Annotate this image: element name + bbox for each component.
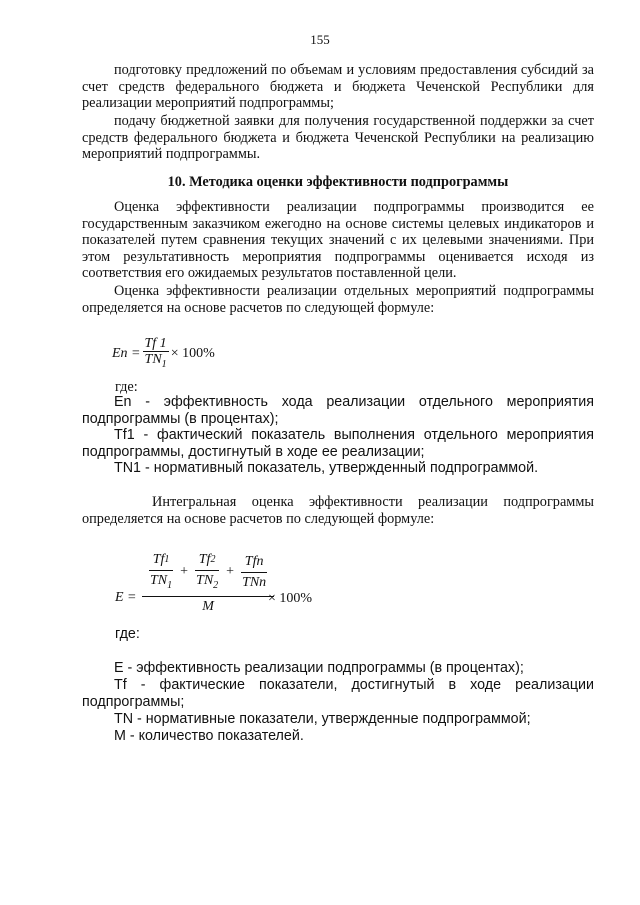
formula-individual [112, 336, 215, 372]
definition-e: E - эффективность реализации подпрограммы (в процентах); [114, 660, 524, 676]
formula1-lhs: En = [112, 345, 141, 361]
page-number: 155 [310, 32, 330, 47]
formula2-sum [142, 552, 274, 597]
definition-m: M - количество показателей. [114, 728, 304, 744]
formula-integral [112, 552, 342, 622]
where-label-2: где: [115, 626, 140, 642]
formula1-fraction [143, 336, 169, 372]
paragraph-budget-request: подачу бюджетной заявки для получения государственной поддержки за счет средств федерального бюджета и бюджета Чеченской Республики на реализацию мероприятий подпрограммы. [82, 113, 594, 163]
paragraph-individual-formula-intro: Оценка эффективности реализации отдельных мероприятий подпрограммы определяется на основе расчетов по следующей формуле: [82, 283, 594, 316]
formula2-term2: Tf 2 $TN_2$ [196, 552, 219, 591]
paragraph-subsidies: подготовку предложений по объемам и условиям предоставления субсидий за счет средств федерального бюджета и бюджета Чеченской Республики для реализации мероприятий подпрограммы; [82, 62, 594, 112]
formula2-main-fraction [142, 552, 274, 615]
definition-tf: Tf - фактические показатели, достигнутый в ходе реализации подпрограммы; [82, 677, 594, 710]
definition-tf1: Tf1 - фактический показатель выполнения отдельного мероприятия подпрограммы, достигнутый в ходе ее реализации; [82, 427, 594, 460]
where-label-1: где: [115, 379, 138, 395]
definition-tn1: TN1 - нормативный показатель, утвержденный подпрограммой. [114, 460, 539, 476]
formula2-multiplier: × 100% [268, 591, 313, 606]
formula2-term3: $\frac{\text{Tfn}}{\text{TNn}}$ [242, 554, 267, 591]
formula2-denominator: M [202, 598, 214, 614]
formula2-lhs: E = [115, 590, 137, 605]
formula2-plus-2: + [226, 564, 235, 580]
formula1-multiplier: × 100% [170, 345, 215, 361]
formula2-term1: Tf 1 $TN_1$ [150, 552, 173, 591]
formula1-denominator: $TN_1$ [144, 352, 167, 370]
formula1-numerator: Tf 1 [144, 336, 167, 351]
paragraph-evaluation-method: Оценка эффективности реализации подпрограммы производится ее государственным заказчиком ежегодно на основе системы целевых индикаторов и показателей путем сравнения текущих значений с их целевыми значениями. При этом результативность мероприятия подпрограммы оценивается исходя из соответствия его ожидаемых результатов поставленной цели. [82, 199, 594, 282]
formula2-plus-1: + [180, 564, 189, 580]
definition-tn: TN - нормативные показатели, утвержденные подпрограммой; [114, 711, 531, 727]
definition-en: En - эффективность хода реализации отдельного мероприятия подпрограммы (в процентах); [82, 394, 594, 427]
paragraph-integral-formula-intro: Интегральная оценка эффективности реализации подпрограммы определяется на основе расчетов по следующей формуле: [82, 494, 594, 527]
section-heading: 10. Методика оценки эффективности подпрограммы [167, 174, 509, 190]
